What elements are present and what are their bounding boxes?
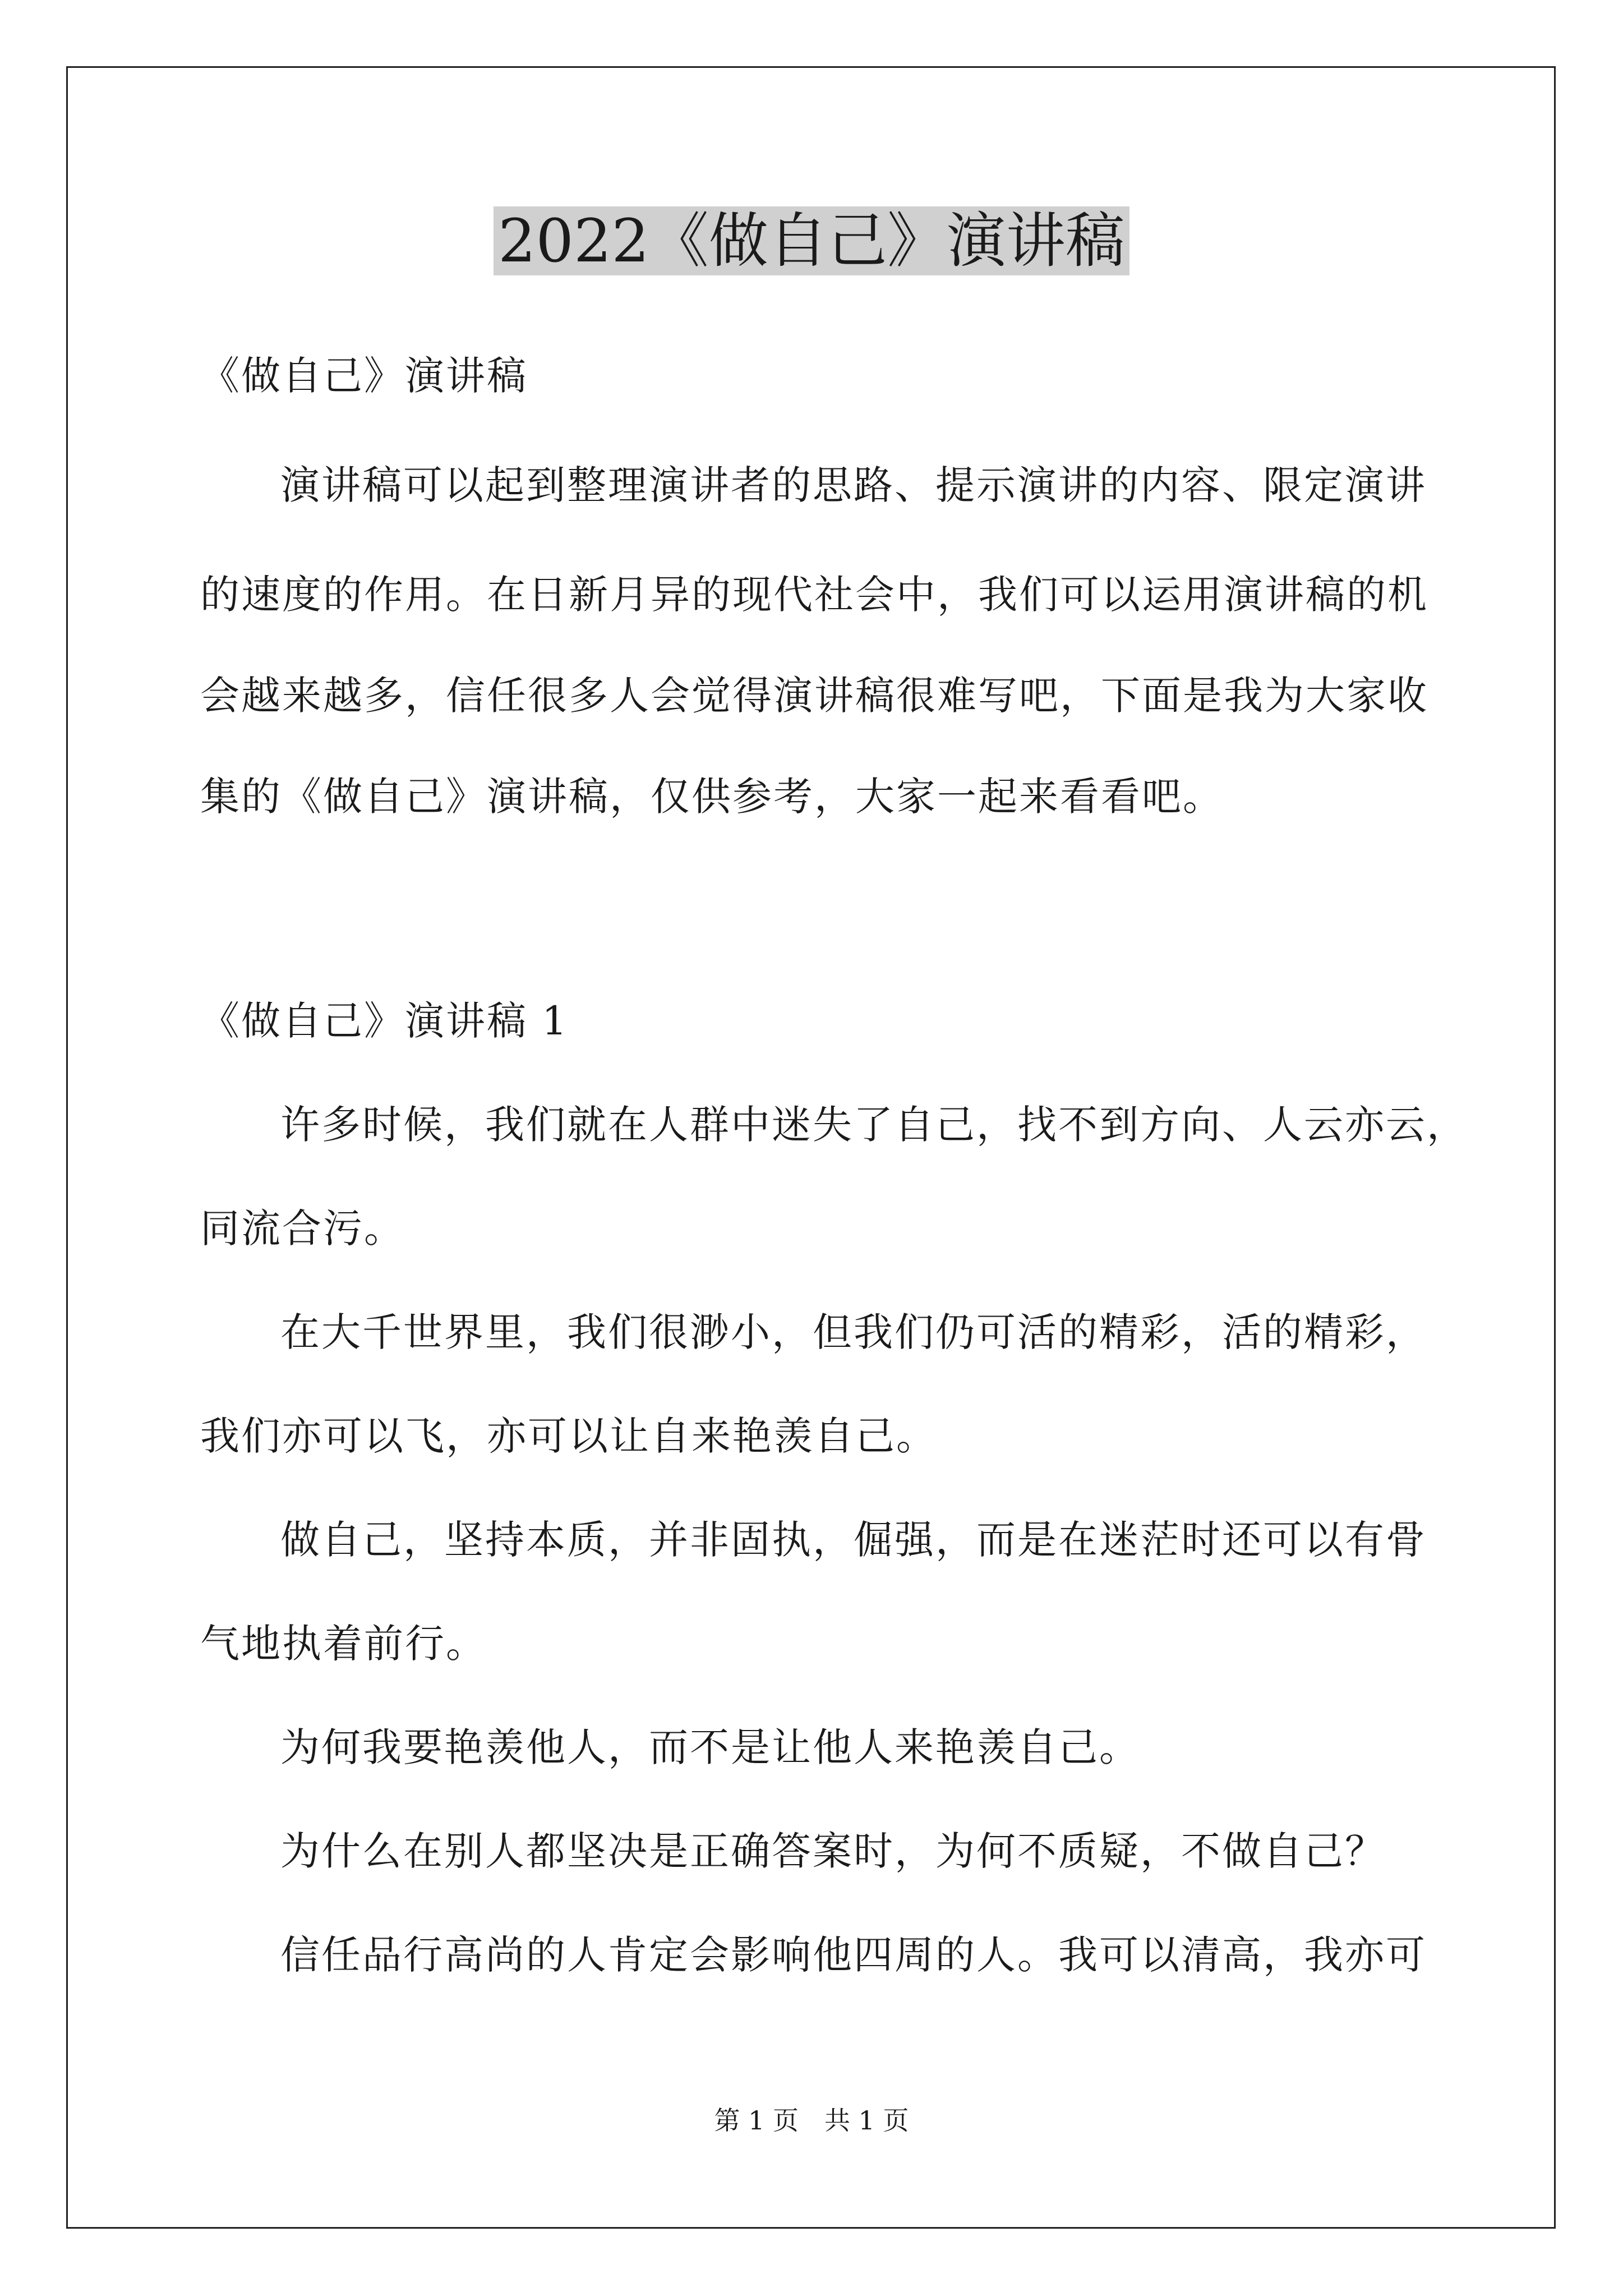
body-line: 为何我要艳羡他人，而不是让他人来艳羡自己。	[280, 1724, 1140, 1770]
intro-line: 集的《做自己》演讲稿，仅供参考，大家一起来看看吧。	[200, 774, 1224, 820]
intro-line: 的速度的作用。在日新月异的现代社会中，我们可以运用演讲稿的机	[200, 572, 1428, 618]
body-line: 在大千世界里，我们很渺小，但我们仍可活的精彩，活的精彩，	[280, 1309, 1427, 1355]
body-line: 同流合污。	[200, 1205, 405, 1251]
body-line: 气地执着前行。	[200, 1621, 487, 1667]
intro-line: 会越来越多，信任很多人会觉得演讲稿很难写吧，下面是我为大家收	[200, 673, 1428, 719]
subtitle: 《做自己》演讲稿	[200, 353, 528, 399]
body-line: 做自己，坚持本质，并非固执，倔强，而是在迷茫时还可以有骨	[280, 1517, 1427, 1563]
body-line: 信任品行高尚的人肯定会影响他四周的人。我可以清高，我亦可	[280, 1932, 1427, 1978]
section-heading: 《做自己》演讲稿 1	[200, 998, 569, 1044]
intro-line: 演讲稿可以起到整理演讲者的思路、提示演讲的内容、限定演讲	[280, 462, 1427, 508]
document-title	[0, 205, 1623, 278]
body-line: 我们亦可以飞，亦可以让自来艳羡自己。	[200, 1413, 937, 1459]
page-footer	[0, 2104, 1623, 2137]
document-title-text: 2022《做自己》演讲稿	[494, 206, 1129, 275]
page-number: 第 1 页 共 1 页	[714, 2105, 909, 2136]
body-line: 为什么在别人都坚决是正确答案时，为何不质疑，不做自己？	[280, 1828, 1386, 1874]
body-line: 许多时候，我们就在人群中迷失了自己，找不到方向、人云亦云，	[280, 1102, 1468, 1148]
